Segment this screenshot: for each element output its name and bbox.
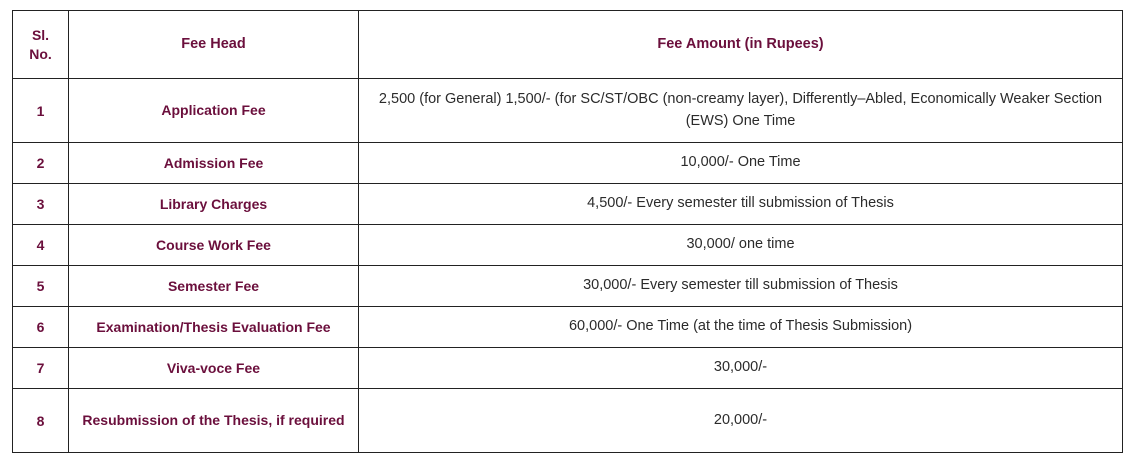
table-body (13, 79, 1123, 453)
table-row (13, 266, 1123, 307)
cell-fee-amount: 30,000/- Every semester till submission of Thesis (359, 266, 1123, 307)
table-row (13, 307, 1123, 348)
cell-fee-amount: 30,000/ one time (359, 225, 1123, 266)
table-row (13, 389, 1123, 453)
cell-sl-no: 4 (13, 225, 69, 266)
cell-sl-no: 2 (13, 143, 69, 184)
cell-fee-amount: 2,500 (for General) 1,500/- (for SC/ST/OBC (non-creamy layer), Differently–Abled, Economically Weaker Section (EWS) One Time (359, 79, 1123, 143)
cell-fee-head: Application Fee (69, 79, 359, 143)
column-header-fee-amount: Fee Amount (in Rupees) (359, 11, 1123, 79)
cell-sl-no: 8 (13, 389, 69, 453)
cell-fee-amount: 30,000/- (359, 348, 1123, 389)
cell-fee-head: Course Work Fee (69, 225, 359, 266)
cell-fee-head: Viva-voce Fee (69, 348, 359, 389)
header-row (13, 11, 1123, 79)
cell-fee-head: Library Charges (69, 184, 359, 225)
table-row (13, 79, 1123, 143)
cell-sl-no: 5 (13, 266, 69, 307)
cell-fee-head: Semester Fee (69, 266, 359, 307)
table-row (13, 184, 1123, 225)
cell-sl-no: 1 (13, 79, 69, 143)
table-row (13, 348, 1123, 389)
fee-structure-table (12, 10, 1123, 453)
cell-sl-no: 7 (13, 348, 69, 389)
column-header-sl-no-line2: No. (29, 45, 52, 62)
fee-structure-table-container (12, 10, 1122, 455)
cell-fee-amount: 10,000/- One Time (359, 143, 1123, 184)
cell-fee-head: Resubmission of the Thesis, if required (69, 389, 359, 453)
column-header-sl-no-line1: Sl. (31, 26, 50, 43)
cell-fee-head: Admission Fee (69, 143, 359, 184)
cell-sl-no: 6 (13, 307, 69, 348)
table-row (13, 143, 1123, 184)
table-header (13, 11, 1123, 79)
column-header-fee-head: Fee Head (69, 11, 359, 79)
cell-fee-amount: 4,500/- Every semester till submission of Thesis (359, 184, 1123, 225)
cell-sl-no: 3 (13, 184, 69, 225)
cell-fee-amount: 60,000/- One Time (at the time of Thesis Submission) (359, 307, 1123, 348)
cell-fee-amount: 20,000/- (359, 389, 1123, 453)
column-header-sl-no (13, 11, 69, 79)
cell-fee-head: Examination/Thesis Evaluation Fee (69, 307, 359, 348)
table-row (13, 225, 1123, 266)
